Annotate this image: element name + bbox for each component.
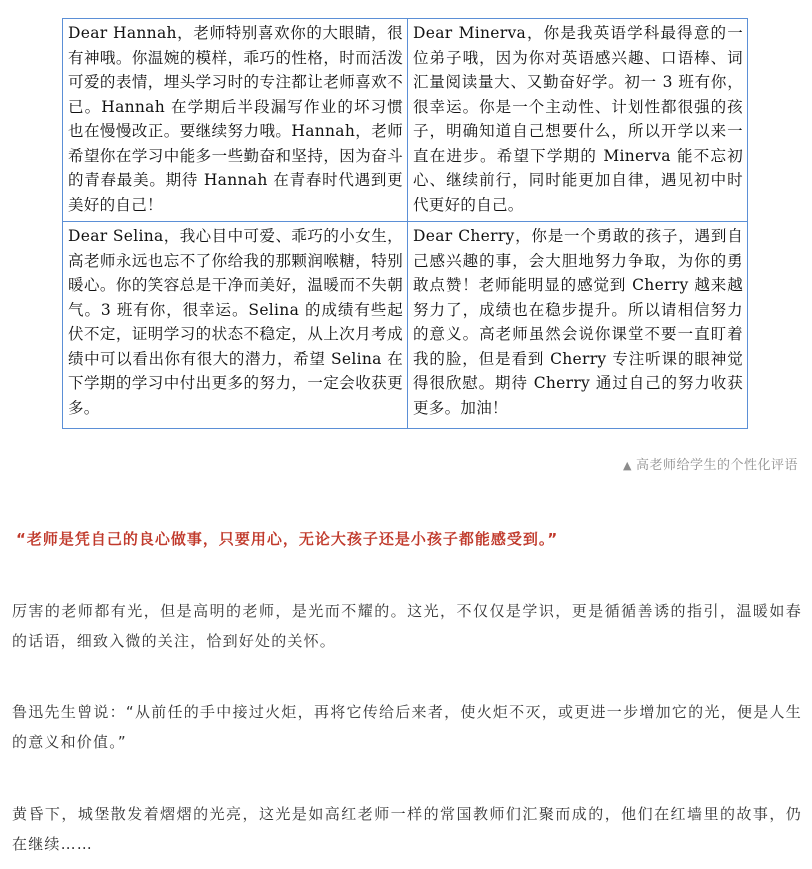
paragraph: 黄昏下，城堡散发着熠熠的光亮，这光是如高红老师一样的常国教师们汇聚而成的，他们在红墙里的故事，仍在继续…… [12, 805, 802, 853]
comment-cell-cherry: Dear Cherry，你是一个勇敢的孩子，遇到自己感兴趣的事，会大胆地努力争取，为你的勇敢点赞！老师能明显的感觉到 Cherry 越来越努力了，成绩也在稳步提升。所以请相信努力的意义。高老师虽然会说你课堂不要一直盯着我的脸，但是看到 Cherry 专注听课的眼神觉得很欣慰。期待 Cherry 通过自己的努力收获更多。加油！ [408, 222, 748, 429]
highlight-quote: “老师是凭自己的良心做事，只要用心，无论大孩子还是小孩子都能感受到。” [16, 530, 559, 548]
comments-image [62, 18, 748, 429]
comment-cell-selina: Dear Selina，我心目中可爱、乖巧的小女生，高老师永远也忘不了你给我的那颗润喉糖，特别暖心。你的笑容总是干净而美好，温暖而不失朝气。3 班有你，很幸运。Selina 的成绩有些起伏不定，证明学习的状态不稳定，从上次月考成绩中可以看出你有很大的潜力，希望 Selina 在下学期的学习中付出更多的努力，一定会收获更多。 [63, 222, 408, 429]
image-caption [623, 454, 798, 473]
paragraph: 厉害的老师都有光，但是高明的老师，是光而不耀的。这光，不仅仅是学识，更是循循善诱的指引，温暖如春的话语，细致入微的关注，恰到好处的关怀。 [12, 602, 802, 650]
caption-text: 高老师给学生的个性化评语 [635, 458, 798, 473]
comment-cell-minerva: Dear Minerva，你是我英语学科最得意的一位弟子哦，因为你对英语感兴趣、口语棒、词汇量阅读量大、又勤奋好学。初一 3 班有你，很幸运。你是一个主动性、计划性都很强的孩子，明确知道自己想要什么，所以开学以来一直在进步。希望下学期的 Minerva 能不忘初心、继续前行，同时能更加自律，遇见初中时代更好的自己。 [408, 19, 748, 222]
triangle-up-icon: ▲ [623, 459, 632, 472]
comments-table [62, 18, 748, 429]
comment-cell-hannah: Dear Hannah，老师特别喜欢你的大眼睛，很有神哦。你温婉的模样，乖巧的性格，时而活泼可爱的表情，埋头学习时的专注都让老师喜欢不已。Hannah 在学期后半段漏写作业的坏习惯也在慢慢改正。要继续努力哦。Hannah，老师希望你在学习中能多一些勤奋和坚持，因为奋斗的青春最美。期待 Hannah 在青春时代遇到更美好的自己！ [63, 19, 408, 222]
paragraph: 鲁迅先生曾说：“从前任的手中接过火炬，再将它传给后来者，使火炬不灭，或更进一步增加它的光，便是人生的意义和价值。” [12, 703, 802, 751]
